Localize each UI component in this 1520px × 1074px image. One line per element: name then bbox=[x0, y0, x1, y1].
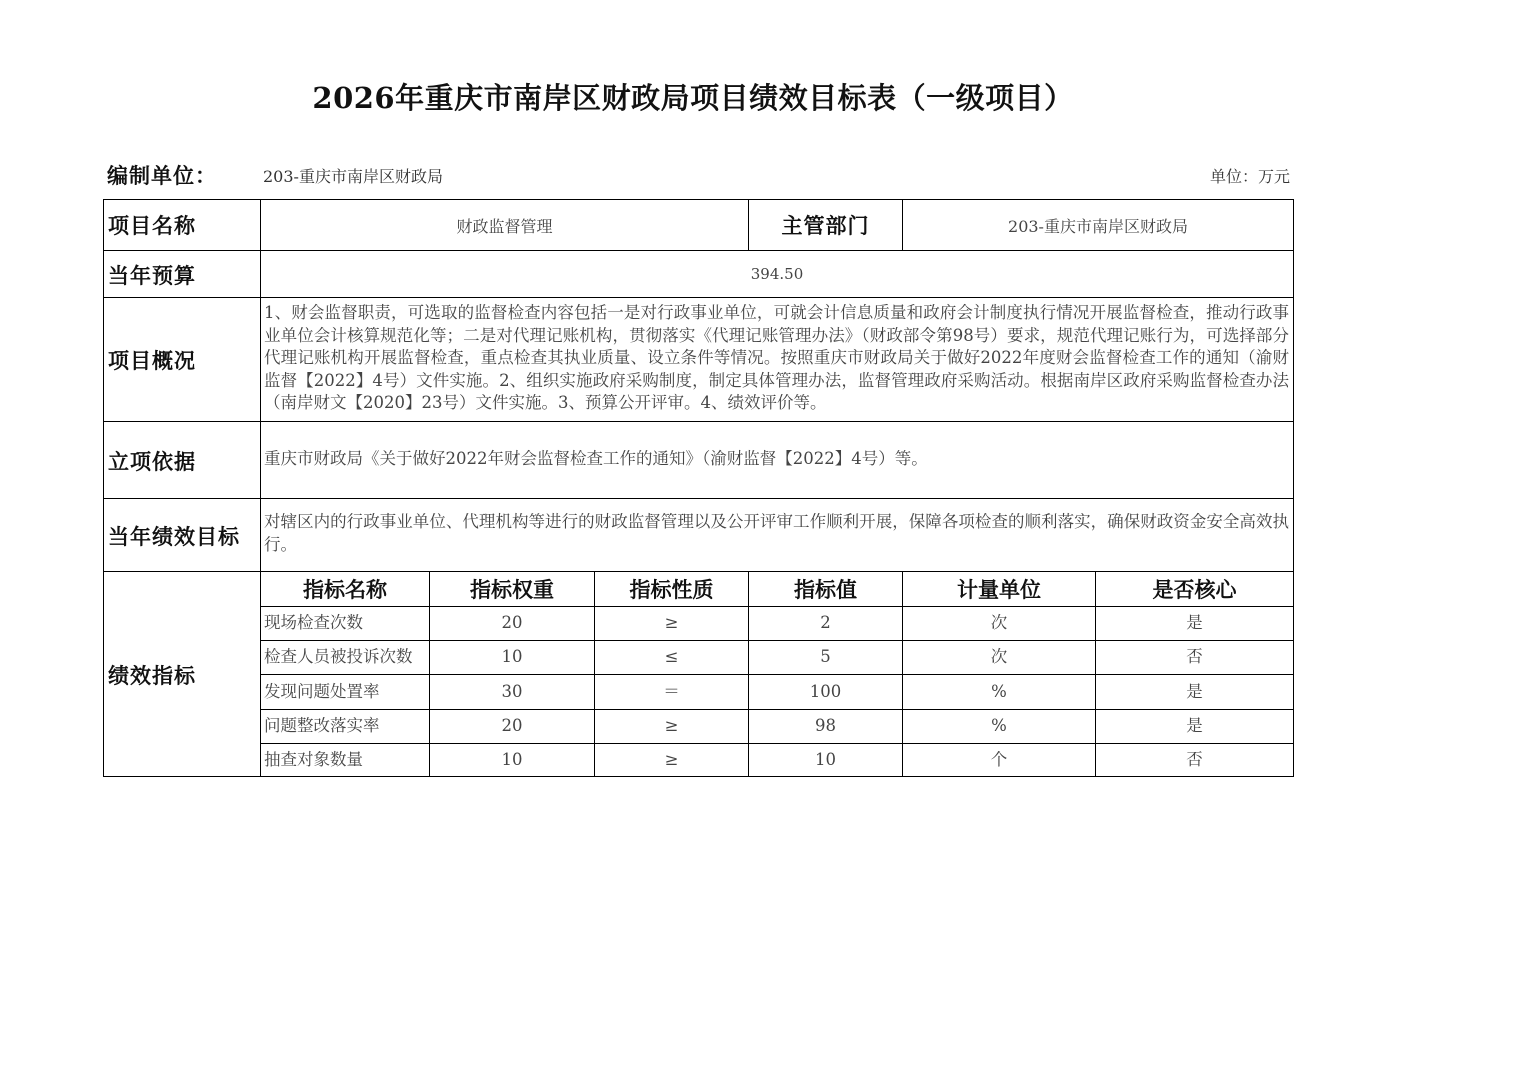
col-header-weight: 指标权重 bbox=[470, 577, 554, 602]
indicator-name: 问题整改落实率 bbox=[264, 716, 380, 735]
indicator-core: 是 bbox=[1186, 716, 1203, 735]
indicator-weight: 20 bbox=[501, 716, 523, 735]
col-header-value: 指标值 bbox=[794, 577, 857, 602]
indicator-core: 否 bbox=[1186, 647, 1203, 666]
indicator-nature: ≥ bbox=[664, 716, 679, 735]
indicator-weight: 30 bbox=[501, 682, 523, 701]
indicator-name: 检查人员被投诉次数 bbox=[264, 647, 413, 666]
indicator-core: 是 bbox=[1186, 613, 1203, 632]
indicator-value: 98 bbox=[815, 716, 836, 735]
basis-label: 立项依据 bbox=[108, 449, 196, 474]
indicator-unit: 次 bbox=[990, 613, 1008, 632]
indicator-nature: ≥ bbox=[664, 750, 679, 769]
indicator-value: 10 bbox=[815, 750, 836, 769]
indicator-core: 是 bbox=[1186, 682, 1203, 701]
col-header-name: 指标名称 bbox=[303, 577, 387, 602]
indicator-value: 2 bbox=[820, 613, 831, 632]
indicator-name: 现场检查次数 bbox=[264, 613, 363, 632]
indicator-core: 否 bbox=[1186, 750, 1203, 769]
indicator-unit: 个 bbox=[990, 750, 1008, 769]
money-unit: 单位：万元 bbox=[1209, 167, 1290, 186]
indicator-value: 100 bbox=[809, 682, 842, 701]
indicator-weight: 10 bbox=[501, 750, 523, 769]
dept-label: 主管部门 bbox=[781, 213, 870, 238]
page-title: 2026年重庆市南岸区财政局项目绩效目标表（一级项目） bbox=[312, 81, 1074, 115]
overview-label: 项目概况 bbox=[108, 348, 196, 373]
indicator-name: 抽查对象数量 bbox=[264, 750, 363, 769]
indicator-nature: ≥ bbox=[664, 613, 679, 632]
indicator-nature: ＝ bbox=[663, 682, 680, 701]
indicator-nature: ≤ bbox=[664, 647, 679, 666]
goal-text: 对辖区内的行政事业单位、代理机构等进行的财政监督管理以及公开评审工作顺利开展，保障各项检查的顺利落实，确保财政资金安全高效执行。 bbox=[264, 512, 1289, 554]
indicator-unit: 次 bbox=[990, 647, 1008, 666]
project-name-value: 财政监督管理 bbox=[456, 217, 553, 236]
col-header-unit: 计量单位 bbox=[957, 577, 1041, 602]
unit-label: 编制单位： bbox=[107, 163, 217, 188]
indicators-label: 绩效指标 bbox=[108, 663, 196, 688]
indicator-weight: 20 bbox=[501, 613, 523, 632]
indicator-name: 发现问题处置率 bbox=[264, 682, 380, 701]
col-header-nature: 指标性质 bbox=[629, 577, 714, 602]
unit-value: 203-重庆市南岸区财政局 bbox=[263, 167, 443, 186]
dept-value: 203-重庆市南岸区财政局 bbox=[1008, 217, 1188, 236]
budget-label: 当年预算 bbox=[108, 263, 196, 288]
indicator-unit: % bbox=[991, 682, 1007, 701]
goal-label: 当年绩效目标 bbox=[108, 524, 240, 549]
overview-text: 1、财会监督职责，可选取的监督检查内容包括一是对行政事业单位，可就会计信息质量和政府会计制度执行情况开展监督检查，推动行政事业单位会计核算规范化等；二是对代理记账机构，贯彻落实《代理记账管理办法》（财政部令第98号）要求，规范代理记账行为，可选择部分代理记账机构开展监督检查，重点检查其执业质量、设立条件等情况。按照重庆市财政局关于做好2022年度财会监督检查工作的通知（渝财监督【2022】4号）文件实施。2、组织实施政府采购制度，制定具体管理办法，监督管理政府采购活动。根据南岸区政府采购监督检查办法（南岸财文【2020】23号）文件实施。3、预算公开评审。4、绩效评价等。 bbox=[264, 303, 1289, 413]
indicator-weight: 10 bbox=[501, 647, 523, 666]
budget-value: 394.50 bbox=[750, 265, 804, 283]
basis-text: 重庆市财政局《关于做好2022年财会监督检查工作的通知》（渝财监督【2022】4号）等。 bbox=[264, 449, 928, 468]
col-header-core: 是否核心 bbox=[1152, 577, 1237, 602]
indicator-unit: % bbox=[991, 716, 1007, 735]
indicator-value: 5 bbox=[820, 647, 831, 666]
project-name-label: 项目名称 bbox=[108, 213, 196, 238]
